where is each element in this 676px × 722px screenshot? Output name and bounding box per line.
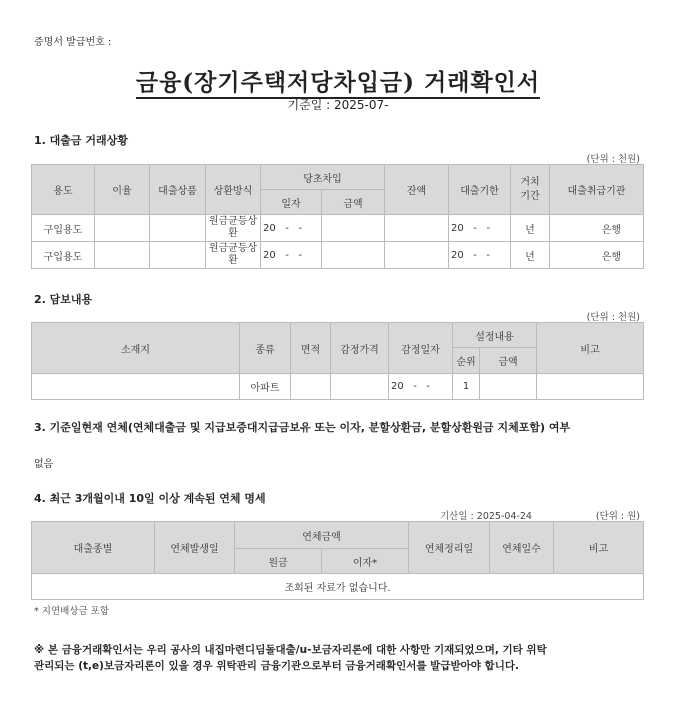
table-cell <box>95 215 150 242</box>
table-cell: 1 <box>453 374 480 400</box>
col-rate: 이율 <box>95 165 150 215</box>
table-row <box>32 374 644 400</box>
col-appraisal: 감정가격 <box>331 323 389 374</box>
table-cell: 구입용도 <box>32 215 95 242</box>
section1-title: 1. 대출금 거래상황 <box>34 134 128 147</box>
col-product: 대출상품 <box>150 165 206 215</box>
col-balance: 잔액 <box>385 165 449 215</box>
table-cell <box>385 215 449 242</box>
overdue-table <box>31 521 644 600</box>
table-cell: 원금균등상 환 <box>206 242 261 269</box>
section4-unit: (단위 : 원) <box>595 511 640 522</box>
table-cell <box>385 242 449 269</box>
footnote: * 지연배상금 포함 <box>34 606 110 617</box>
table-cell: 20 - - <box>389 374 453 400</box>
base-date: 기준일 : 2025-07- <box>287 98 389 112</box>
col-institution: 대출취급기관 <box>550 165 644 215</box>
document-title: 금융(장기주택저당차입금) 거래확인서 <box>0 64 676 97</box>
table-cell: 원금균등상 환 <box>206 215 261 242</box>
col-overdue-date: 연체발생일 <box>155 522 235 574</box>
table-cell <box>95 242 150 269</box>
table-row <box>32 574 644 600</box>
footer-line-2: 관리되는 (t,e)보금자리론이 있을 경우 위탁관리 금융기관으로부터 금융거래확인서를 발급받아야 합니다. <box>34 660 519 672</box>
col-principal: 원금 <box>235 549 322 574</box>
col-settle-date: 연체정리일 <box>409 522 490 574</box>
table-cell <box>331 374 389 400</box>
table-row <box>32 242 644 269</box>
section3-title: 3. 기준일현재 연체(연체대출금 및 지급보증대지급금보유 또는 이자, 분할상환금, 분할상환원금 지체포함) 여부 <box>34 421 571 434</box>
col-remark: 비고 <box>554 522 644 574</box>
table-row <box>32 215 644 242</box>
table-cell: 20 - - <box>261 215 322 242</box>
certificate-number-label: 증명서 발급번호 : <box>34 37 112 48</box>
table-cell: 아파트 <box>240 374 291 400</box>
col-interest: 이자* <box>322 549 409 574</box>
table-cell: 20 - - <box>449 215 511 242</box>
section2-title: 2. 담보내용 <box>34 293 93 306</box>
col-initial: 당초차입 <box>261 165 385 190</box>
table-cell: 은행 <box>550 242 644 269</box>
col-amount: 금액 <box>322 190 385 215</box>
table-cell: 은행 <box>550 215 644 242</box>
table-cell <box>322 242 385 269</box>
calc-date: 기산일 : 2025-04-24 <box>440 511 532 522</box>
collateral-table <box>31 322 644 400</box>
col-days: 연체일수 <box>490 522 554 574</box>
loan-table <box>31 164 644 269</box>
col-loan-type: 대출종별 <box>32 522 155 574</box>
col-due: 대출기한 <box>449 165 511 215</box>
section1-unit: (단위 : 천원) <box>586 154 640 165</box>
table-cell: 구입용도 <box>32 242 95 269</box>
col-purpose: 용도 <box>32 165 95 215</box>
footer-line-1: ※ 본 금융거래확인서는 우리 공사의 내집마련디딤돌대출/u-보금자리론에 대한 사항만 기재되었으며, 기타 위탁 <box>34 644 547 656</box>
overdue-status: 없음 <box>34 459 54 470</box>
table-cell <box>32 374 240 400</box>
col-appraisal-date: 감정일자 <box>389 323 453 374</box>
table-cell <box>537 374 644 400</box>
col-remark: 비고 <box>537 323 644 374</box>
empty-message: 조회된 자료가 없습니다. <box>32 574 644 600</box>
table-cell: 20 - - <box>449 242 511 269</box>
table-cell <box>150 215 206 242</box>
section4-title: 4. 최근 3개월이내 10일 이상 계속된 연체 명세 <box>34 492 266 505</box>
col-area: 면적 <box>291 323 331 374</box>
section2-unit: (단위 : 천원) <box>586 312 640 323</box>
table-cell <box>150 242 206 269</box>
col-grace: 거치 기간 <box>511 165 550 215</box>
table-cell <box>480 374 537 400</box>
col-date: 일자 <box>261 190 322 215</box>
col-location: 소재지 <box>32 323 240 374</box>
table-cell <box>291 374 331 400</box>
col-rank: 순위 <box>453 348 480 374</box>
col-repay: 상환방식 <box>206 165 261 215</box>
col-overdue-amount: 연체금액 <box>235 522 409 549</box>
table-cell: 년 <box>511 215 550 242</box>
footer-note <box>34 642 594 674</box>
col-setting-amount: 금액 <box>480 348 537 374</box>
table-cell: 20 - - <box>261 242 322 269</box>
col-type: 종류 <box>240 323 291 374</box>
col-setting: 설정내용 <box>453 323 537 348</box>
table-cell: 년 <box>511 242 550 269</box>
table-cell <box>322 215 385 242</box>
